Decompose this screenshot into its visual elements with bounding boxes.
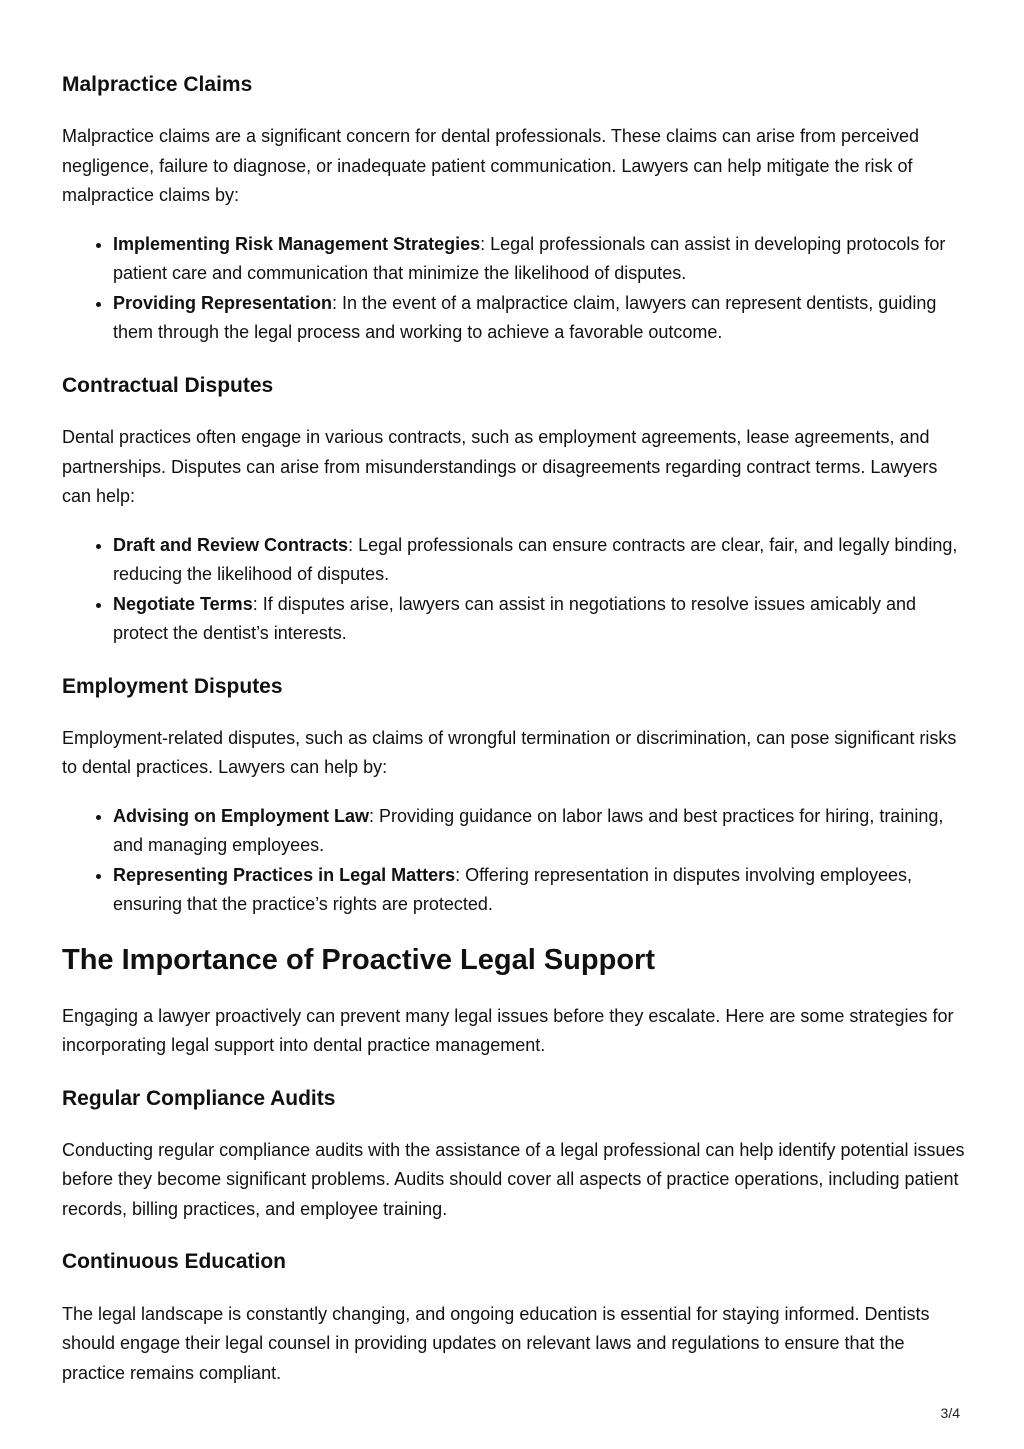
section-intro-malpractice: Malpractice claims are a significant concern for dental professionals. These claims can arise from perceived negligence, failure to diagnose, or inadequate patient communication. Lawyers can help mitigate the risk of malpractice claims by: [62,126,920,206]
list-item-term: Advising on Employment Law [113,805,370,826]
section-heading-employment: Employment Disputes [62,674,283,698]
section-intro-proactive: Engaging a lawyer proactively can prevent many legal issues before they escalate. Here are some strategies for incorporating legal support into dental practice management. [62,1005,954,1056]
list-item [113,861,967,920]
list-item-text: : Legal professionals can ensure contracts are clear, fair, and legally binding, reducing the likelihood of disputes. [113,534,958,585]
list-item-text: : Legal professionals can assist in developing protocols for patient care and communication that minimize the likelihood of disputes. [113,233,946,284]
list-item-term: Negotiate Terms [113,593,253,614]
list-item-term: Providing Representation [113,292,333,313]
section-intro-contractual: Dental practices often engage in various contracts, such as employment agreements, lease agreements, and partnerships. Disputes can arise from misunderstandings or disagreements regarding contract terms. Lawyers can help: [62,427,938,507]
bullet-list-malpractice [62,230,967,348]
list-item [113,802,967,861]
section-heading-proactive: The Importance of Proactive Legal Support [62,943,655,976]
section-intro-employment: Employment-related disputes, such as claims of wrongful termination or discrimination, can pose significant risks to dental practices. Lawyers can help by: [62,727,957,778]
list-item-text: : If disputes arise, lawyers can assist in negotiations to resolve issues amicably and protect the dentist’s interests. [113,593,917,644]
list-item-term: Implementing Risk Management Strategies [113,233,481,254]
section-heading-education: Continuous Education [62,1250,286,1274]
list-item-text: : In the event of a malpractice claim, lawyers can represent dentists, guiding them through the legal process and working to achieve a favorable outcome. [113,292,937,343]
list-item-text: : Providing guidance on labor laws and best practices for hiring, training, and managing employees. [113,805,944,856]
page-number: 3/4 [940,1405,960,1421]
list-item [113,531,967,590]
list-item-term: Draft and Review Contracts [113,534,349,555]
list-item [113,590,967,649]
list-item-term: Representing Practices in Legal Matters [113,864,456,885]
bullet-list-employment [62,802,967,920]
list-item-text: : Offering representation in disputes involving employees, ensuring that the practice’s rights are protected. [113,864,913,915]
list-item [113,289,967,348]
section-heading-audits: Regular Compliance Audits [62,1086,336,1110]
section-heading-malpractice: Malpractice Claims [62,73,253,96]
bullet-list-contractual [62,531,967,649]
list-item [113,230,967,289]
document-page [62,68,967,1388]
section-heading-contractual: Contractual Disputes [62,373,274,397]
section-body-audits: Conducting regular compliance audits with the assistance of a legal professional can help identify potential issues before they become significant problems. Audits should cover all aspects of practice operations, including patient records, billing practices, and employee training. [62,1139,965,1219]
section-body-education: The legal landscape is constantly changing, and ongoing education is essential for staying informed. Dentists should engage their legal counsel in providing updates on relevant laws and regulations to ensure that the practice remains compliant. [62,1303,930,1383]
